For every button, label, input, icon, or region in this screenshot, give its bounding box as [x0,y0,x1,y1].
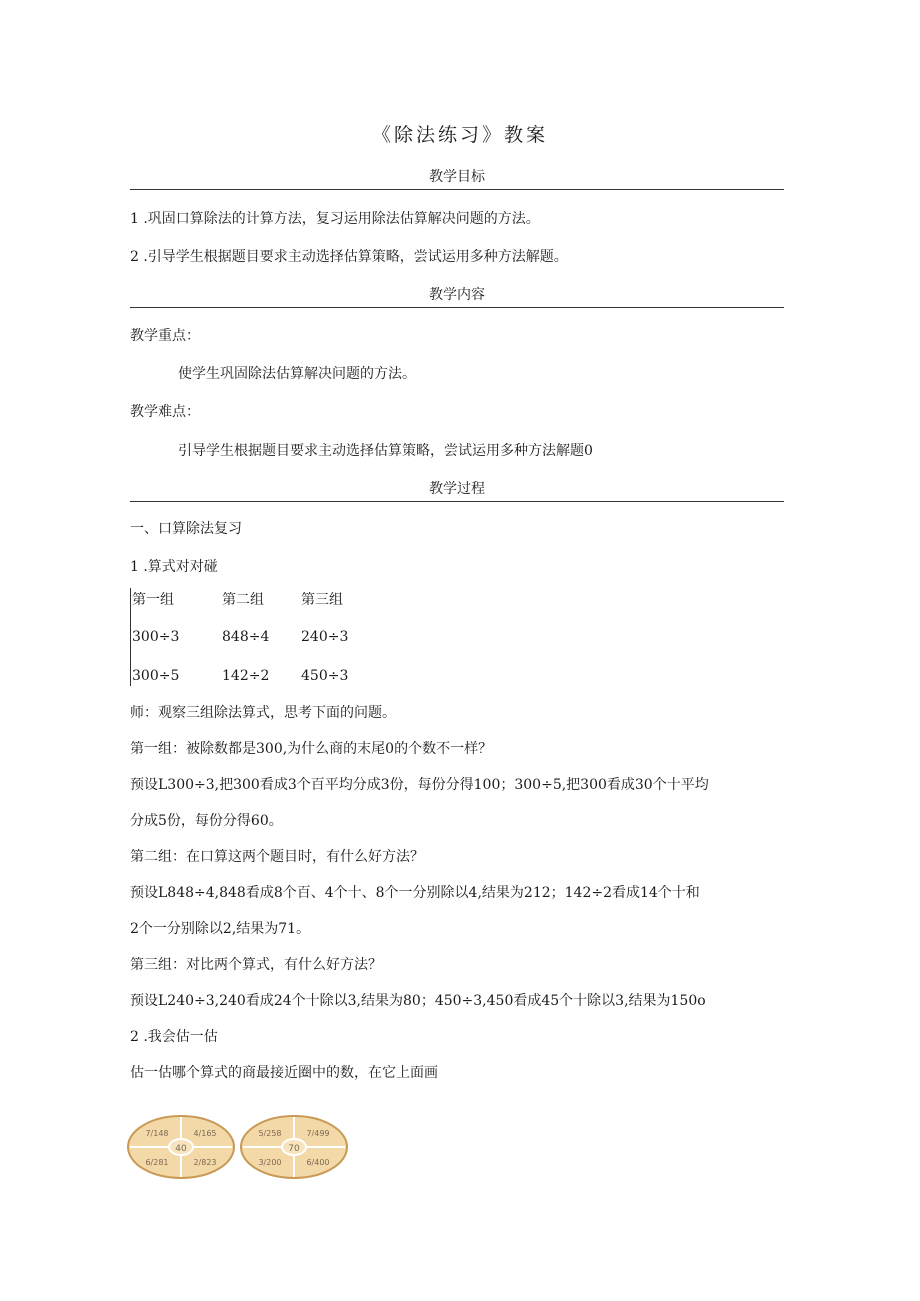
item1-heading: 1 .算式对对碰 [130,559,218,575]
oval-2-top-left: 5/258 [258,1129,282,1138]
question-group2: 第二组：在口算这两个题目时，有什么好方法？ [130,849,424,865]
oval-1-top-left: 7/148 [145,1129,169,1138]
answer-group1-line2: 分成5份，每份分得60。 [130,813,283,829]
section-process-heading: 教学过程 [130,478,784,502]
oval-2-top-right: 7/499 [306,1129,330,1138]
section-goals-heading: 教学目标 [130,166,784,190]
oval-1-top-right: 4/165 [193,1129,217,1138]
oval-1-bottom-left: 6/281 [145,1158,169,1167]
document-title: 《除法练习》教案 [371,124,548,146]
group1-expr2: 300÷5 [132,668,180,684]
group-header-3: 第三组 [301,592,343,608]
oval-2 [241,1116,347,1178]
question-group3: 第三组：对比两个算式，有什么好方法？ [130,957,382,973]
answer-group1-line1: 预设L300÷3,把300看成3个百平均分成3份，每份分得100；300÷5,把300看成30个十平均 [130,777,709,793]
oval-2-bottom-right: 6/400 [306,1158,330,1167]
group3-expr2: 450÷3 [301,668,349,684]
group-header-2: 第二组 [222,592,264,608]
oval-2-bottom-left: 3/200 [258,1158,282,1167]
estimate-instruction: 估一估哪个算式的商最接近圈中的数，在它上面画 [130,1065,438,1081]
key-point-text: 使学生巩固除法估算解决问题的方法。 [178,366,416,382]
group3-expr1: 240÷3 [301,629,349,645]
answer-group2-line2: 2个一分别除以2,结果为71。 [130,921,311,937]
estimate-ovals-figure [126,1114,356,1180]
key-point-label: 教学重点： [130,328,200,344]
group2-expr1: 848÷4 [222,629,270,645]
item2-heading: 2 .我会估一估 [130,1029,218,1045]
difficult-point-label: 教学难点： [130,404,200,420]
teacher-prompt: 师：观察三组除法算式，思考下面的问题。 [130,705,396,721]
oval-1-bottom-right: 2/823 [193,1158,217,1167]
oval-1 [128,1116,234,1178]
group-header-1: 第一组 [132,592,174,608]
group1-expr1: 300÷3 [132,629,180,645]
oval-2-center: 70 [288,1144,300,1154]
answer-group3: 预设L240÷3,240看成24个十除以3,结果为80；450÷3,450看成45个十除以3,结果为150o [130,993,706,1009]
difficult-point-text: 引导学生根据题目要求主动选择估算策略，尝试运用多种方法解题0 [178,443,593,459]
oval-1-center: 40 [175,1144,187,1154]
part1-heading: 一、口算除法复习 [130,521,242,537]
answer-group2-line1: 预设L848÷4,848看成8个百、4个十、8个一分别除以4,结果为212；142÷2看成14个十和 [130,885,700,901]
goal-1: 1 .巩固口算除法的计算方法，复习运用除法估算解决问题的方法。 [130,211,540,227]
group2-expr2: 142÷2 [222,668,270,684]
section-content-heading: 教学内容 [130,284,784,308]
group-table-bar [130,588,131,686]
question-group1: 第一组：被除数都是300,为什么商的末尾0的个数不一样？ [130,741,493,757]
goal-2: 2 .引导学生根据题目要求主动选择估算策略，尝试运用多种方法解题。 [130,249,568,265]
